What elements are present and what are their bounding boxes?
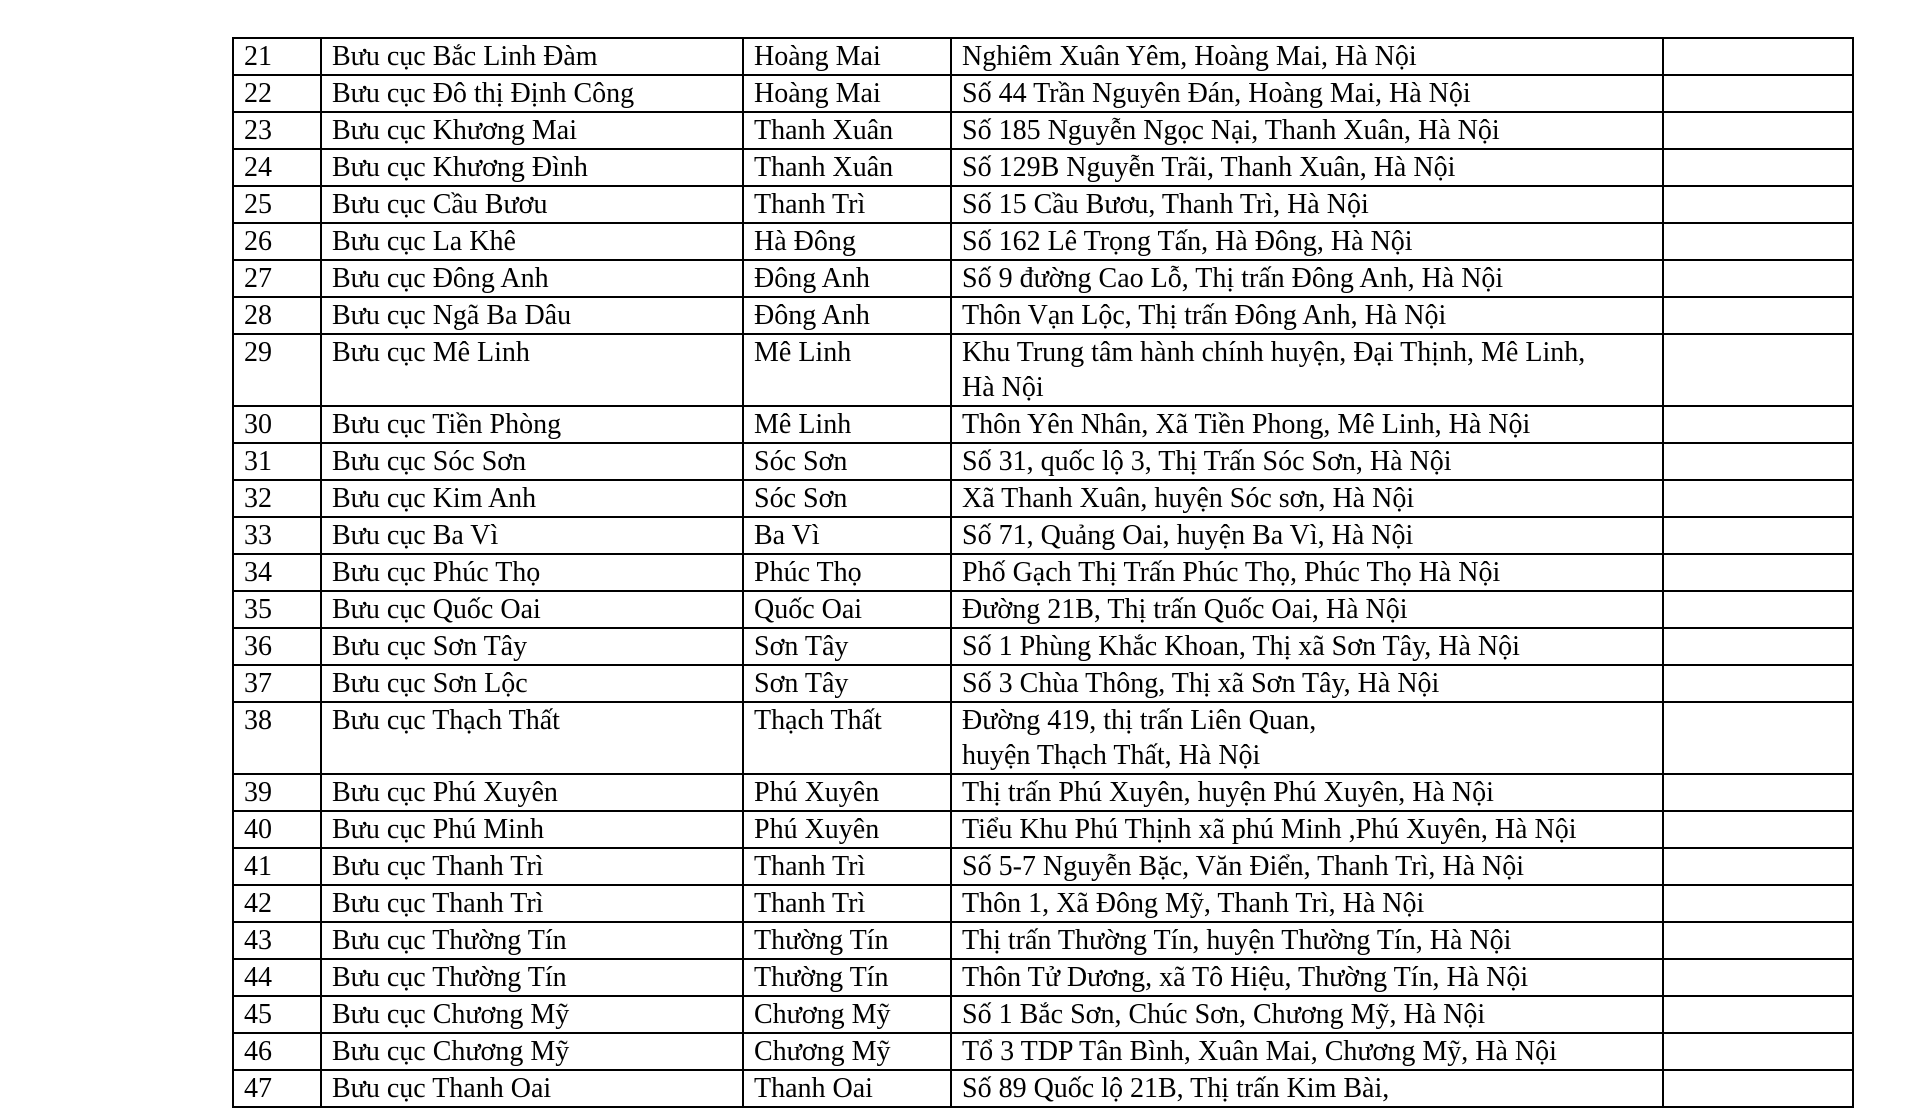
note-cell [1663, 223, 1853, 260]
address-line: Thị trấn Phú Xuyên, huyện Phú Xuyên, Hà Nội [962, 777, 1494, 808]
note-cell [1663, 702, 1853, 774]
row-number-cell: 28 [233, 297, 321, 334]
address-line: Xã Thanh Xuân, huyện Sóc sơn, Hà Nội [962, 483, 1415, 514]
address-cell [951, 1033, 1663, 1070]
district-cell: Đông Anh [743, 297, 951, 334]
note-cell [1663, 774, 1853, 811]
note-cell [1663, 554, 1853, 591]
address-line: Số 185 Nguyễn Ngọc Nại, Thanh Xuân, Hà Nội [962, 115, 1500, 146]
address-line: Số 162 Lê Trọng Tấn, Hà Đông, Hà Nội [962, 226, 1413, 257]
note-cell [1663, 1033, 1853, 1070]
address-cell [951, 297, 1663, 334]
note-cell [1663, 848, 1853, 885]
post-office-name-cell: Bưu cục Khương Mai [321, 112, 743, 149]
post-office-name-cell: Bưu cục Thường Tín [321, 959, 743, 996]
table-row [233, 480, 1853, 517]
note-cell [1663, 885, 1853, 922]
address-line: Tổ 3 TDP Tân Bình, Xuân Mai, Chương Mỹ, Hà Nội [962, 1036, 1557, 1067]
table-row [233, 628, 1853, 665]
address-line: Số 31, quốc lộ 3, Thị Trấn Sóc Sơn, Hà Nội [962, 446, 1452, 477]
table-row [233, 334, 1853, 406]
address-cell [951, 628, 1663, 665]
table-row [233, 959, 1853, 996]
table-row [233, 554, 1853, 591]
address-line: Hà Nội [962, 372, 1044, 403]
row-number-cell: 38 [233, 702, 321, 774]
row-number-cell: 37 [233, 665, 321, 702]
row-number-cell: 32 [233, 480, 321, 517]
table-row [233, 848, 1853, 885]
row-number-cell: 24 [233, 149, 321, 186]
post-office-name-cell: Bưu cục Quốc Oai [321, 591, 743, 628]
district-cell: Chương Mỹ [743, 1033, 951, 1070]
address-line: Số 1 Bắc Sơn, Chúc Sơn, Chương Mỹ, Hà Nội [962, 999, 1486, 1030]
row-number-cell: 23 [233, 112, 321, 149]
address-line: Đường 419, thị trấn Liên Quan, [962, 705, 1317, 736]
address-cell [951, 811, 1663, 848]
district-cell: Phú Xuyên [743, 774, 951, 811]
post-office-name-cell: Bưu cục Đông Anh [321, 260, 743, 297]
row-number-cell: 21 [233, 38, 321, 75]
row-number-cell: 44 [233, 959, 321, 996]
address-cell [951, 959, 1663, 996]
post-office-name-cell: Bưu cục Đô thị Định Công [321, 75, 743, 112]
district-cell: Thanh Oai [743, 1070, 951, 1107]
district-cell: Thanh Trì [743, 885, 951, 922]
address-cell [951, 922, 1663, 959]
note-cell [1663, 480, 1853, 517]
district-cell: Phú Xuyên [743, 811, 951, 848]
table-row [233, 774, 1853, 811]
district-cell: Thường Tín [743, 959, 951, 996]
address-line: Số 5-7 Nguyễn Bặc, Văn Điển, Thanh Trì, Hà Nội [962, 851, 1525, 882]
post-office-name-cell: Bưu cục Phúc Thọ [321, 554, 743, 591]
address-line: Đường 21B, Thị trấn Quốc Oai, Hà Nội [962, 594, 1408, 625]
district-cell: Sóc Sơn [743, 480, 951, 517]
post-office-name-cell: Bưu cục Chương Mỹ [321, 996, 743, 1033]
note-cell [1663, 665, 1853, 702]
note-cell [1663, 406, 1853, 443]
table-row [233, 996, 1853, 1033]
district-cell: Quốc Oai [743, 591, 951, 628]
post-office-name-cell: Bưu cục Kim Anh [321, 480, 743, 517]
address-line: Nghiêm Xuân Yêm, Hoàng Mai, Hà Nội [962, 41, 1417, 72]
row-number-cell: 22 [233, 75, 321, 112]
address-line: Khu Trung tâm hành chính huyện, Đại Thịnh, Mê Linh, [962, 337, 1586, 368]
post-office-name-cell: Bưu cục Sơn Lộc [321, 665, 743, 702]
address-line: Số 89 Quốc lộ 21B, Thị trấn Kim Bài, [962, 1073, 1390, 1104]
note-cell [1663, 959, 1853, 996]
address-line: Thôn 1, Xã Đông Mỹ, Thanh Trì, Hà Nội [962, 888, 1425, 919]
row-number-cell: 46 [233, 1033, 321, 1070]
district-cell: Hà Đông [743, 223, 951, 260]
row-number-cell: 31 [233, 443, 321, 480]
address-cell [951, 260, 1663, 297]
district-cell: Mê Linh [743, 406, 951, 443]
address-line: Thôn Vạn Lộc, Thị trấn Đông Anh, Hà Nội [962, 300, 1447, 331]
address-cell [951, 38, 1663, 75]
table-row [233, 297, 1853, 334]
row-number-cell: 45 [233, 996, 321, 1033]
address-line: Số 71, Quảng Oai, huyện Ba Vì, Hà Nội [962, 520, 1414, 551]
table-row [233, 591, 1853, 628]
post-office-table [232, 37, 1854, 1108]
table-row [233, 885, 1853, 922]
address-line: huyện Thạch Thất, Hà Nội [962, 740, 1261, 771]
note-cell [1663, 297, 1853, 334]
address-cell [951, 665, 1663, 702]
district-cell: Thanh Xuân [743, 112, 951, 149]
row-number-cell: 34 [233, 554, 321, 591]
post-office-name-cell: Bưu cục Thạch Thất [321, 702, 743, 774]
address-cell [951, 223, 1663, 260]
address-cell [951, 702, 1663, 774]
district-cell: Mê Linh [743, 334, 951, 406]
table-row [233, 1033, 1853, 1070]
table-row [233, 702, 1853, 774]
address-cell [951, 517, 1663, 554]
address-line: Số 44 Trần Nguyên Đán, Hoàng Mai, Hà Nội [962, 78, 1471, 109]
row-number-cell: 43 [233, 922, 321, 959]
note-cell [1663, 260, 1853, 297]
district-cell: Hoàng Mai [743, 75, 951, 112]
row-number-cell: 33 [233, 517, 321, 554]
address-cell [951, 406, 1663, 443]
district-cell: Chương Mỹ [743, 996, 951, 1033]
post-office-name-cell: Bưu cục Tiền Phòng [321, 406, 743, 443]
table-row [233, 811, 1853, 848]
row-number-cell: 36 [233, 628, 321, 665]
table-row [233, 922, 1853, 959]
post-office-name-cell: Bưu cục Khương Đình [321, 149, 743, 186]
district-cell: Phúc Thọ [743, 554, 951, 591]
district-cell: Ba Vì [743, 517, 951, 554]
address-cell [951, 591, 1663, 628]
row-number-cell: 30 [233, 406, 321, 443]
note-cell [1663, 922, 1853, 959]
row-number-cell: 41 [233, 848, 321, 885]
address-line: Số 129B Nguyễn Trãi, Thanh Xuân, Hà Nội [962, 152, 1456, 183]
table-row [233, 75, 1853, 112]
note-cell [1663, 591, 1853, 628]
table-row [233, 223, 1853, 260]
note-cell [1663, 149, 1853, 186]
note-cell [1663, 811, 1853, 848]
district-cell: Thanh Trì [743, 848, 951, 885]
table-row [233, 1070, 1853, 1107]
table-row [233, 149, 1853, 186]
row-number-cell: 42 [233, 885, 321, 922]
district-cell: Thạch Thất [743, 702, 951, 774]
note-cell [1663, 996, 1853, 1033]
district-cell: Đông Anh [743, 260, 951, 297]
address-cell [951, 848, 1663, 885]
district-cell: Thanh Trì [743, 186, 951, 223]
table-row [233, 112, 1853, 149]
post-office-name-cell: Bưu cục Bắc Linh Đàm [321, 38, 743, 75]
row-number-cell: 39 [233, 774, 321, 811]
address-cell [951, 149, 1663, 186]
post-office-name-cell: Bưu cục Thanh Trì [321, 848, 743, 885]
note-cell [1663, 443, 1853, 480]
table-row [233, 665, 1853, 702]
row-number-cell: 25 [233, 186, 321, 223]
post-office-name-cell: Bưu cục La Khê [321, 223, 743, 260]
address-cell [951, 885, 1663, 922]
district-cell: Sơn Tây [743, 628, 951, 665]
address-line: Thôn Tử Dương, xã Tô Hiệu, Thường Tín, Hà Nội [962, 962, 1529, 993]
note-cell [1663, 75, 1853, 112]
note-cell [1663, 112, 1853, 149]
post-office-name-cell: Bưu cục Phú Minh [321, 811, 743, 848]
address-cell [951, 75, 1663, 112]
post-office-name-cell: Bưu cục Chương Mỹ [321, 1033, 743, 1070]
address-cell [951, 996, 1663, 1033]
post-office-name-cell: Bưu cục Mê Linh [321, 334, 743, 406]
note-cell [1663, 334, 1853, 406]
address-cell [951, 443, 1663, 480]
row-number-cell: 40 [233, 811, 321, 848]
district-cell: Thanh Xuân [743, 149, 951, 186]
address-line: Thôn Yên Nhân, Xã Tiền Phong, Mê Linh, Hà Nội [962, 409, 1531, 440]
address-line: Phố Gạch Thị Trấn Phúc Thọ, Phúc Thọ Hà Nội [962, 557, 1501, 588]
district-cell: Sóc Sơn [743, 443, 951, 480]
note-cell [1663, 628, 1853, 665]
address-cell [951, 554, 1663, 591]
address-cell [951, 1070, 1663, 1107]
table-row [233, 186, 1853, 223]
address-line: Số 15 Cầu Bươu, Thanh Trì, Hà Nội [962, 189, 1369, 220]
post-office-name-cell: Bưu cục Cầu Bươu [321, 186, 743, 223]
address-cell [951, 186, 1663, 223]
row-number-cell: 27 [233, 260, 321, 297]
row-number-cell: 29 [233, 334, 321, 406]
table-row [233, 260, 1853, 297]
table-row [233, 406, 1853, 443]
table-row [233, 443, 1853, 480]
address-line: Số 1 Phùng Khắc Khoan, Thị xã Sơn Tây, Hà Nội [962, 631, 1520, 662]
table-body [233, 38, 1853, 1107]
district-cell: Hoàng Mai [743, 38, 951, 75]
address-cell [951, 112, 1663, 149]
address-line: Số 9 đường Cao Lỗ, Thị trấn Đông Anh, Hà Nội [962, 263, 1504, 294]
note-cell [1663, 186, 1853, 223]
post-office-name-cell: Bưu cục Thanh Oai [321, 1070, 743, 1107]
note-cell [1663, 1070, 1853, 1107]
row-number-cell: 26 [233, 223, 321, 260]
address-cell [951, 334, 1663, 406]
address-line: Thị trấn Thường Tín, huyện Thường Tín, Hà Nội [962, 925, 1512, 956]
note-cell [1663, 517, 1853, 554]
row-number-cell: 35 [233, 591, 321, 628]
district-cell: Thường Tín [743, 922, 951, 959]
post-office-name-cell: Bưu cục Thanh Trì [321, 885, 743, 922]
post-office-name-cell: Bưu cục Thường Tín [321, 922, 743, 959]
address-line: Số 3 Chùa Thông, Thị xã Sơn Tây, Hà Nội [962, 668, 1440, 699]
address-line: Tiểu Khu Phú Thịnh xã phú Minh ,Phú Xuyên, Hà Nội [962, 814, 1577, 845]
address-cell [951, 480, 1663, 517]
post-office-name-cell: Bưu cục Sóc Sơn [321, 443, 743, 480]
row-number-cell: 47 [233, 1070, 321, 1107]
district-cell: Sơn Tây [743, 665, 951, 702]
note-cell [1663, 38, 1853, 75]
post-office-name-cell: Bưu cục Ngã Ba Dâu [321, 297, 743, 334]
post-office-name-cell: Bưu cục Phú Xuyên [321, 774, 743, 811]
post-office-name-cell: Bưu cục Ba Vì [321, 517, 743, 554]
table-row [233, 38, 1853, 75]
table-row [233, 517, 1853, 554]
address-cell [951, 774, 1663, 811]
post-office-name-cell: Bưu cục Sơn Tây [321, 628, 743, 665]
